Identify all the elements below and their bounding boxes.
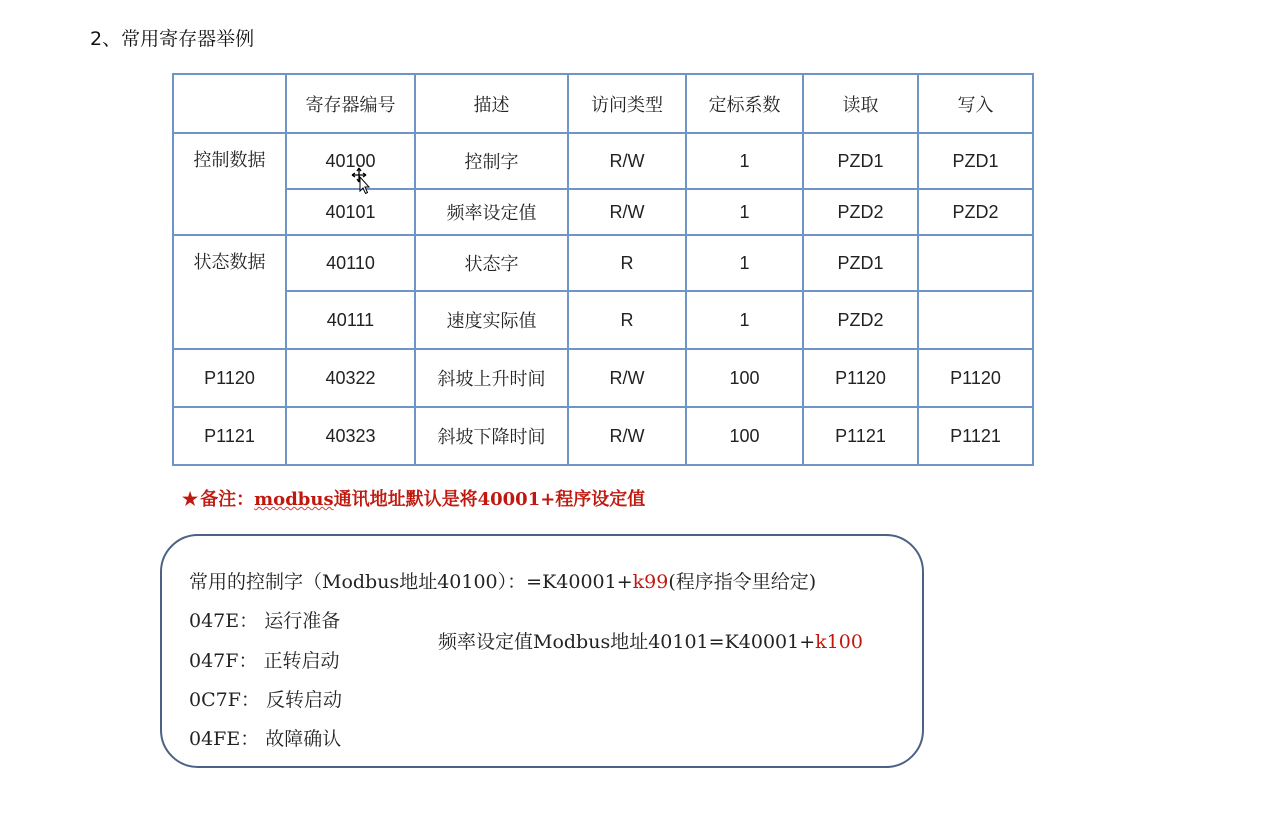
table-cell: 100	[686, 407, 803, 465]
table-cell: 速度实际值	[415, 291, 568, 349]
header-cell: 写入	[918, 74, 1033, 133]
table-row	[173, 235, 1033, 291]
control-word-box	[160, 534, 924, 768]
item-code: 0C7F：	[189, 689, 260, 711]
table-header-row	[173, 74, 1033, 133]
category-cell: 状态数据	[173, 235, 286, 349]
table-row	[173, 291, 1033, 349]
table-cell: 1	[686, 235, 803, 291]
table-cell: PZD1	[918, 133, 1033, 189]
item-desc: 故障确认	[265, 728, 342, 750]
table-cell: 1	[686, 189, 803, 235]
register-table	[172, 73, 1034, 466]
table-cell: R	[568, 235, 686, 291]
note-keyword: modbus	[254, 489, 334, 510]
section-heading: 2、常用寄存器举例	[90, 28, 255, 50]
table-row	[173, 349, 1033, 407]
header-cell: 读取	[803, 74, 918, 133]
control-word-line	[189, 567, 816, 594]
table-cell: PZD2	[803, 291, 918, 349]
table-cell: 斜坡下降时间	[415, 407, 568, 465]
table-cell: 频率设定值	[415, 189, 568, 235]
table-cell: P1120	[918, 349, 1033, 407]
note-prefix: 备注：	[200, 489, 255, 510]
table-cell: 40101	[286, 189, 415, 235]
frequency-text: 频率设定值Modbus地址40101=K40001+	[438, 631, 816, 653]
table-cell: PZD2	[918, 189, 1033, 235]
item-desc: 运行准备	[264, 610, 341, 632]
table-cell: 状态字	[415, 235, 568, 291]
table-cell: R	[568, 291, 686, 349]
table-cell: 1	[686, 291, 803, 349]
list-item	[189, 685, 342, 712]
table-cell: R/W	[568, 189, 686, 235]
table-row	[173, 189, 1033, 235]
table-cell: PZD2	[803, 189, 918, 235]
item-desc: 正转启动	[263, 650, 340, 672]
table-cell: PZD1	[803, 133, 918, 189]
header-cell: 描述	[415, 74, 568, 133]
table-cell: 40111	[286, 291, 415, 349]
move-cursor-icon	[351, 167, 371, 195]
list-item	[189, 724, 341, 751]
table-cell: 斜坡上升时间	[415, 349, 568, 407]
table-cell: 40110	[286, 235, 415, 291]
item-code: 04FE：	[189, 728, 260, 750]
table-cell: P1121	[803, 407, 918, 465]
remark-note	[182, 485, 645, 511]
header-cell: 寄存器编号	[286, 74, 415, 133]
item-code: 047E：	[189, 610, 259, 632]
list-item	[189, 606, 340, 633]
table-cell: 40322	[286, 349, 415, 407]
table-cell: P1121	[918, 407, 1033, 465]
table-cell: PZD1	[803, 235, 918, 291]
table-cell: 1	[686, 133, 803, 189]
item-desc: 反转启动	[265, 689, 342, 711]
table-cell	[918, 235, 1033, 291]
table-cell: 40100	[286, 133, 415, 189]
table-cell: P1120	[173, 349, 286, 407]
list-item	[189, 646, 340, 673]
star-icon: ★	[182, 489, 199, 510]
header-cell: 定标系数	[686, 74, 803, 133]
frequency-setpoint-line	[438, 627, 863, 654]
header-cell: 访问类型	[568, 74, 686, 133]
table-row	[173, 407, 1033, 465]
control-word-text: 常用的控制字（Modbus地址40100）：=K40001+	[189, 571, 633, 593]
note-text: 通讯地址默认是将40001+程序设定值	[333, 489, 646, 510]
table-cell: R/W	[568, 349, 686, 407]
table-cell: P1121	[173, 407, 286, 465]
table-cell: R/W	[568, 133, 686, 189]
table-row	[173, 133, 1033, 189]
frequency-k: k100	[815, 631, 863, 653]
table-cell: P1120	[803, 349, 918, 407]
table-cell: 40323	[286, 407, 415, 465]
table-cell: 控制字	[415, 133, 568, 189]
table-cell	[918, 291, 1033, 349]
table-cell: R/W	[568, 407, 686, 465]
table-cell: 100	[686, 349, 803, 407]
control-word-k: k99	[632, 571, 669, 593]
category-cell: 控制数据	[173, 133, 286, 235]
control-word-tail: (程序指令里给定)	[668, 571, 817, 593]
item-code: 047F：	[189, 650, 258, 672]
header-cell	[173, 74, 286, 133]
